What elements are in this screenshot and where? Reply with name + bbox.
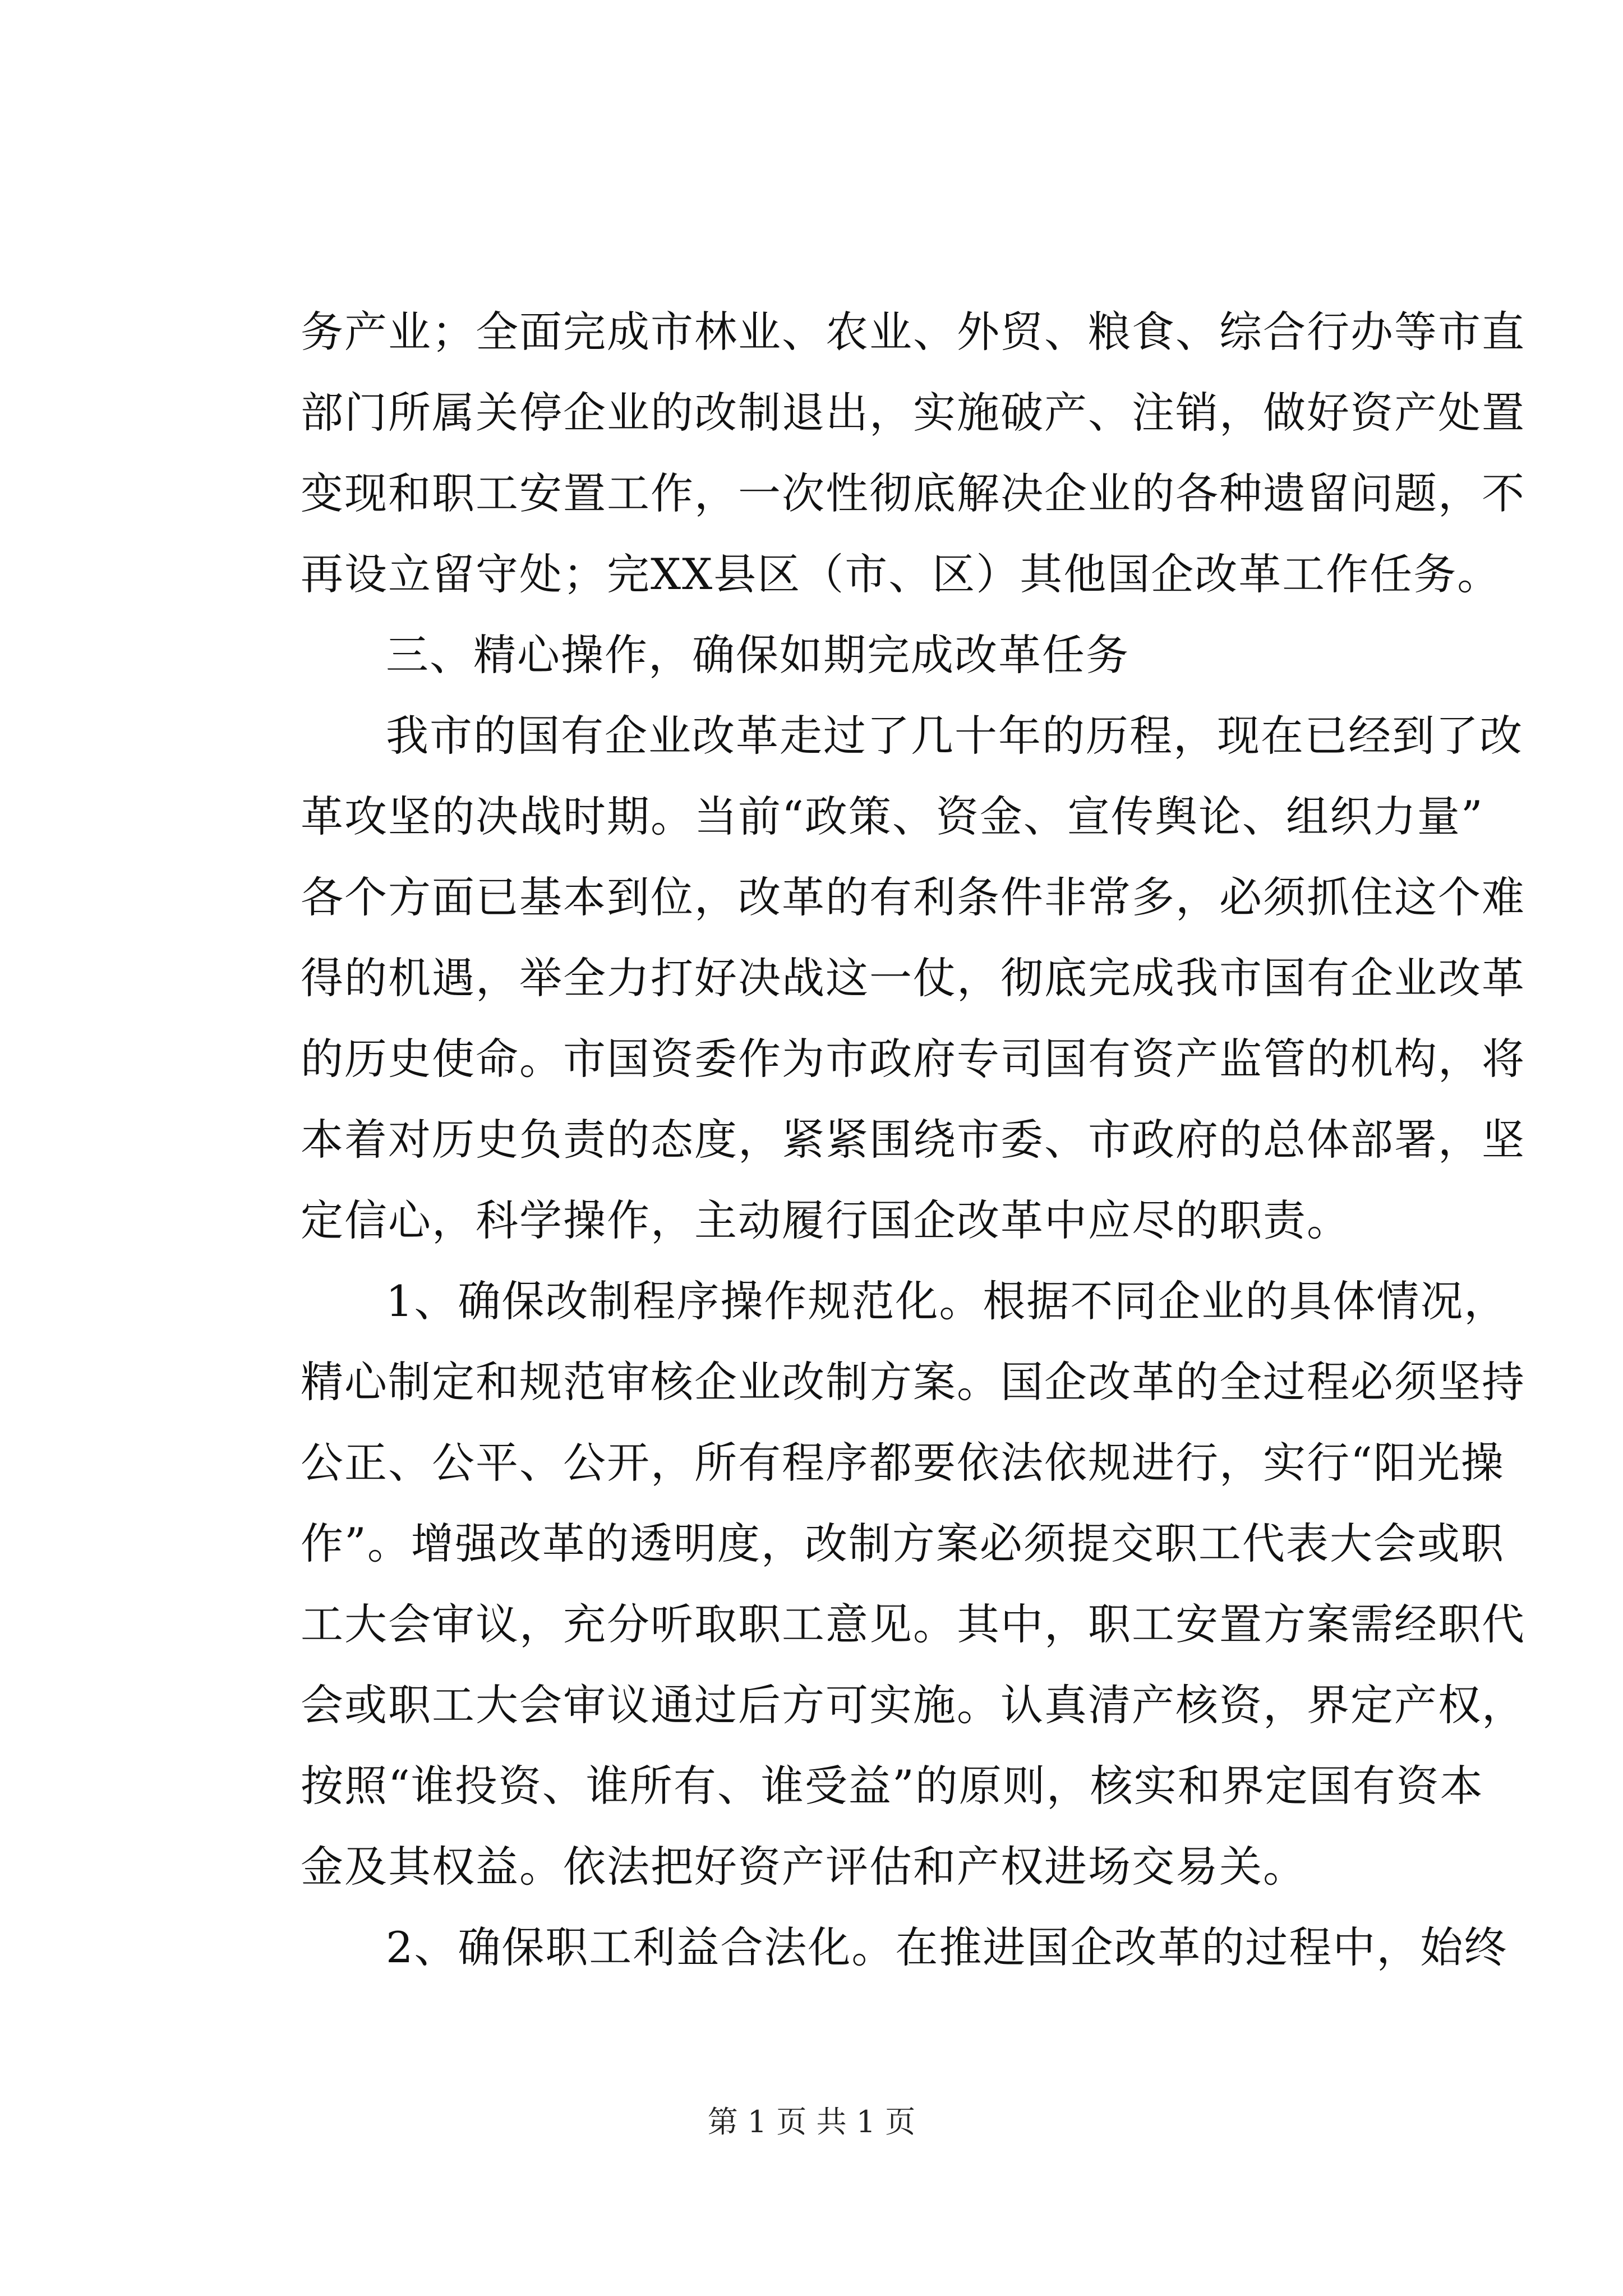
- text-line: 会或职工大会审议通过后方可实施。认真清产核资，界定产权，: [301, 1680, 1525, 1730]
- text-line: 按照“谁投资、谁所有、谁受益”的原则，核实和界定国有资本: [301, 1761, 1484, 1811]
- text-line: 精心制定和规范审核企业改制方案。国企改革的全过程必须坚持: [301, 1357, 1525, 1407]
- text-line: 定信心，科学操作，主动履行国企改革中应尽的职责。: [301, 1195, 1350, 1245]
- text-line: 2、确保职工利益合法化。在推进国企改革的过程中，始终: [386, 1922, 1508, 1972]
- text-line: 1、确保改制程序操作规范化。根据不同企业的具体情况，: [386, 1276, 1508, 1326]
- text-line: 金及其权益。依法把好资产评估和产权进场交易关。: [301, 1842, 1307, 1892]
- text-line: 务产业；全面完成市林业、农业、外贸、粮食、综合行办等市直: [301, 307, 1525, 357]
- text-line: 公正、公平、公开，所有程序都要依法依规进行，实行“阳光操: [301, 1438, 1505, 1488]
- text-line: 部门所属关停企业的改制退出，实施破产、注销，做好资产处置: [301, 388, 1525, 438]
- text-line: 的历史使命。市国资委作为市政府专司国有资产监管的机构，将: [301, 1034, 1525, 1084]
- page-footer: 第 1 页 共 1 页: [707, 2104, 916, 2139]
- text-line: 本着对历史负责的态度，紧紧围绕市委、市政府的总体部署，坚: [301, 1115, 1525, 1165]
- section-heading: 三、精心操作，确保如期完成改革任务: [386, 630, 1129, 680]
- text-line: 各个方面已基本到位，改革的有利条件非常多，必须抓住这个难: [301, 872, 1525, 922]
- text-line: 得的机遇，举全力打好决战这一仗，彻底完成我市国有企业改革: [301, 953, 1525, 1003]
- text-line: 作”。增强改革的透明度，改制方案必须提交职工代表大会或职: [301, 1519, 1505, 1568]
- text-line: 我市的国有企业改革走过了几十年的历程，现在已经到了改: [386, 711, 1523, 761]
- text-line: 革攻坚的决战时期。当前“政策、资金、宣传舆论、组织力量”: [301, 792, 1484, 841]
- body-text: [301, 292, 1525, 1988]
- text-line: 再设立留守处；完XX县区（市、区）其他国企改革工作任务。: [301, 549, 1501, 599]
- text-line: 工大会审议，充分听取职工意见。其中，职工安置方案需经职代: [301, 1599, 1525, 1649]
- text-line: 变现和职工安置工作，一次性彻底解决企业的各种遗留问题，不: [301, 468, 1525, 518]
